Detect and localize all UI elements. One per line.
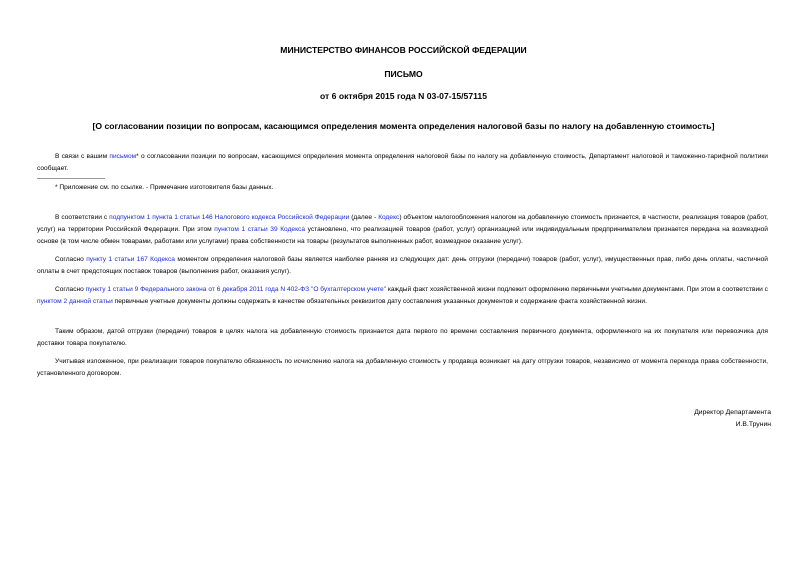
- footnote: * Приложение см. по ссылке. - Примечание изготовителя базы данных.: [55, 184, 274, 191]
- document-subject: [О согласовании позиции по вопросам, касающимся определения момента определения налоговой базы по налогу на добавленную стоимость]: [92, 121, 715, 131]
- text: первичные учетные документы должны содержать в качестве обязательных реквизитов дату составления указанных документов и содержание факта хозяйственной жизни.: [112, 298, 647, 305]
- link-article-39[interactable]: пунктом 1 статьи 39 Кодекса: [214, 226, 306, 233]
- text: В соответствии с: [55, 214, 110, 221]
- paragraph-shipment-date: Таким образом, датой отгрузки (передачи) товаров в целях налога на добавленную стоимость признается дата первого по времени составления первичного документа, оформленного на их покупателя или перевозчика для доставки товара покупателю.: [37, 328, 768, 347]
- signature-name: И.В.Трунин: [735, 421, 771, 428]
- paragraph-object-taxation: [37, 212, 768, 248]
- document-type: ПИСЬМО: [384, 69, 423, 79]
- text: (далее -: [349, 214, 379, 221]
- paragraph-conclusion: Учитывая изложенное, при реализации товаров покупателю обязанность по исчислению налога на добавленную стоимость у продавца возникает на дату отгрузки товаров, независимо от момента перехода права собственности, установленного договором.: [37, 358, 768, 377]
- signature-position: Директор Департамента: [694, 409, 771, 416]
- link-code[interactable]: Кодекс: [378, 214, 400, 221]
- text: * о согласовании позиции по вопросам, касающимся определения момента определения налоговой базы по налогу на добавленную стоимость, Департамент налоговой и таможенно-тарифной политики сообщает.: [37, 153, 768, 172]
- link-article-146[interactable]: подпунктом 1 пункта 1 статьи 146 Налогового кодекса Российской Федерации: [109, 214, 350, 221]
- text: установлено, что реализацией товаров (работ, услуг) организацией или индивидуальным предпринимателем признается передача на возмездной основе (в том числе обмен товарами, работами или услугами) права собственности на товары (результатов выполненных работ, возмездное оказание услуг).: [37, 226, 768, 245]
- paragraph-tax-base-moment: [37, 254, 768, 278]
- document-date-number: от 6 октября 2015 года N 03-07-15/57115: [320, 91, 487, 101]
- footnote-divider: [37, 178, 105, 179]
- link-letter[interactable]: письмом: [109, 153, 137, 160]
- text: каждый факт хозяйственной жизни подлежит оформлению первичными учетными документами. При этом в соответствии с: [386, 286, 768, 293]
- paragraph-intro: [37, 151, 768, 175]
- text: ) объектом налогообложения налогом на добавленную стоимость признается, в частности, реализация товаров (работ, услуг) на территории Российской Федерации. При этом: [37, 214, 768, 233]
- link-law-402fz[interactable]: пункту 1 статьи 9 Федерального закона от 6 декабря 2011 года N 402-ФЗ "О бухгалтерском учете": [85, 286, 386, 293]
- text: Согласно: [55, 256, 87, 263]
- text: Согласно: [55, 286, 86, 293]
- text: моментом определения налоговой базы является наиболее ранняя из следующих дат: день отгрузки (передачи) товаров (работ, услуг), имущественных прав, либо день оплаты, частичной оплаты в счет предстоящих поставок товаров (выполнения работ, оказания услуг).: [37, 256, 768, 275]
- paragraph-accounting-law: [37, 284, 768, 308]
- link-article-167[interactable]: пункту 1 статьи 167 Кодекса: [86, 256, 175, 263]
- link-article-9-point-2[interactable]: пунктом 2 данной статьи: [37, 298, 113, 305]
- ministry-title: МИНИСТЕРСТВО ФИНАНСОВ РОССИЙСКОЙ ФЕДЕРАЦИИ: [280, 45, 527, 55]
- text: В связи с вашим: [55, 153, 110, 160]
